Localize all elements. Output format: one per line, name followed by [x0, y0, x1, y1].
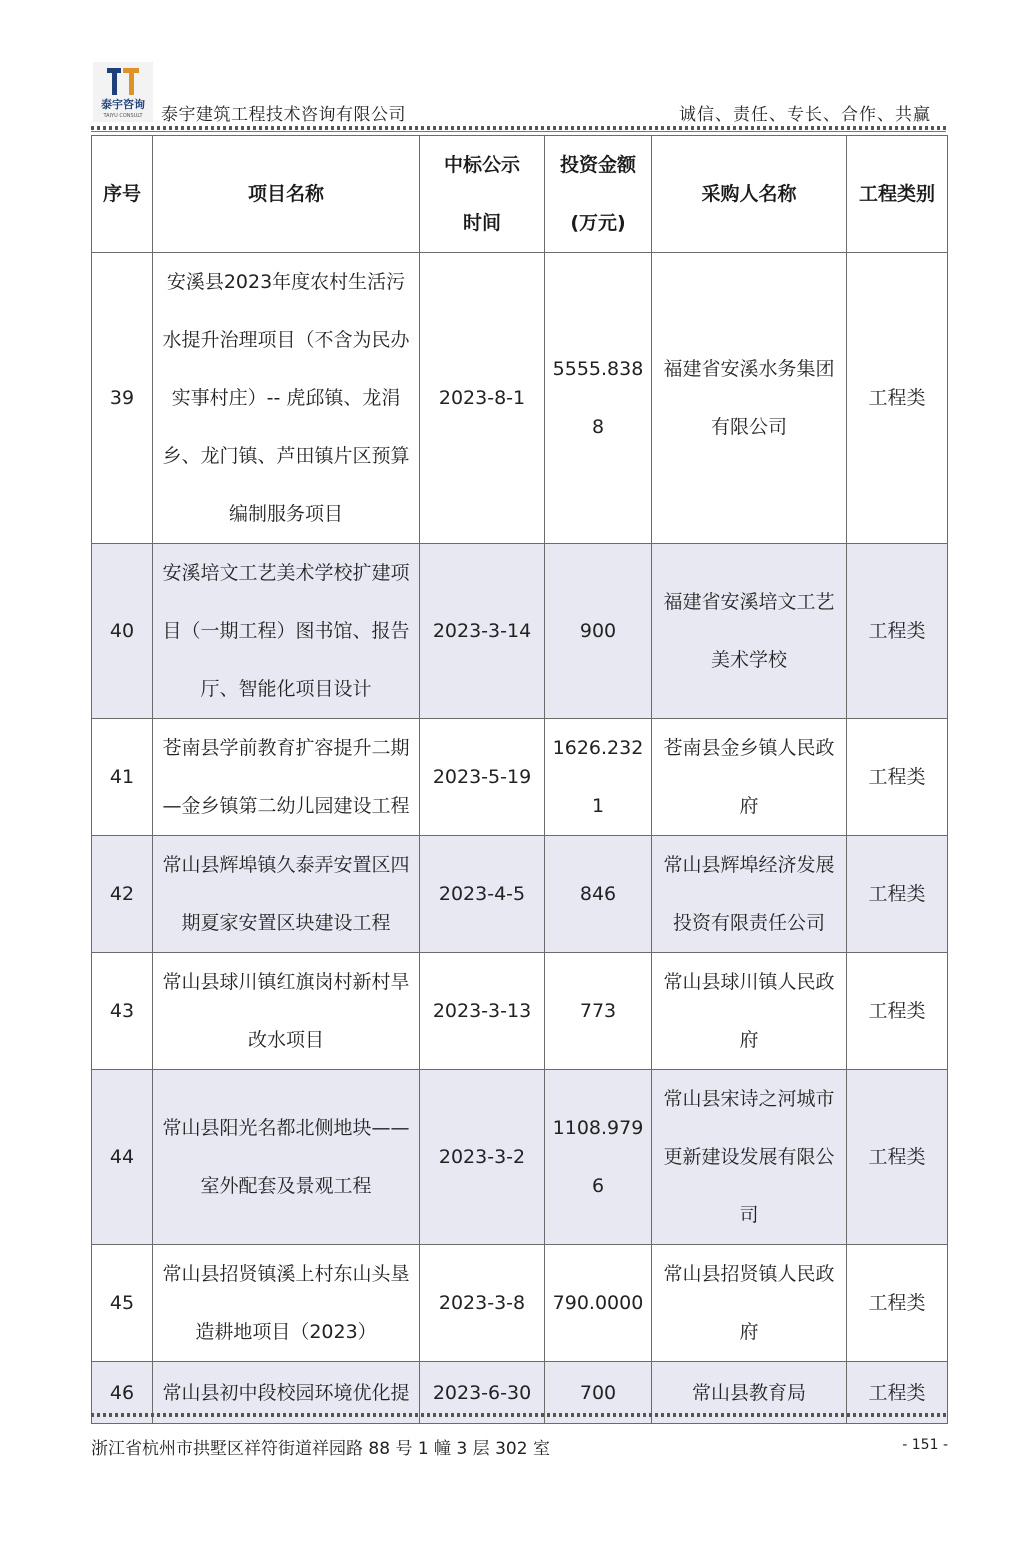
cell-name: 常山县招贤镇溪上村东山头垦造耕地项目（2023） [153, 1245, 420, 1362]
cell-amount: 773 [545, 953, 652, 1070]
cell-type: 工程类 [847, 1245, 948, 1362]
cell-name: 安溪培文工艺美术学校扩建项目（一期工程）图书馆、报告厅、智能化项目设计 [153, 544, 420, 719]
cell-name: 常山县球川镇红旗岗村新村旱改水项目 [153, 953, 420, 1070]
company-slogan: 诚信、责任、专长、合作、共赢 [679, 105, 931, 125]
cell-date: 2023-5-19 [420, 719, 545, 836]
svg-text:泰宇咨询: 泰宇咨询 [101, 98, 145, 111]
company-address: 浙江省杭州市拱墅区祥符街道祥园路 88 号 1 幢 3 层 302 室 [91, 1439, 550, 1459]
cell-name: 常山县阳光名都北侧地块——室外配套及景观工程 [153, 1070, 420, 1245]
cell-type: 工程类 [847, 1362, 948, 1424]
svg-text:TAIYU CONSULT: TAIYU CONSULT [103, 113, 143, 119]
cell-buyer: 常山县招贤镇人民政府 [652, 1245, 847, 1362]
table-row [92, 836, 948, 953]
cell-buyer: 常山县球川镇人民政府 [652, 953, 847, 1070]
table-row [92, 1245, 948, 1362]
cell-seq: 46 [92, 1362, 153, 1424]
cell-name: 苍南县学前教育扩容提升二期—金乡镇第二幼儿园建设工程 [153, 719, 420, 836]
cell-date: 2023-6-30 [420, 1362, 545, 1424]
cell-seq: 40 [92, 544, 153, 719]
header-name: 项目名称 [153, 136, 420, 253]
company-name: 泰宇建筑工程技术咨询有限公司 [161, 105, 406, 125]
cell-type: 工程类 [847, 544, 948, 719]
cell-seq: 44 [92, 1070, 153, 1245]
header-type: 工程类别 [847, 136, 948, 253]
cell-amount: 1108.9796 [545, 1070, 652, 1245]
cell-name: 常山县辉埠镇久泰弄安置区四期夏家安置区块建设工程 [153, 836, 420, 953]
cell-name: 安溪县2023年度农村生活污水提升治理项目（不含为民办实事村庄）-- 虎邱镇、龙涓乡、龙门镇、芦田镇片区预算编制服务项目 [153, 253, 420, 544]
cell-seq: 42 [92, 836, 153, 953]
cell-amount: 790.0000 [545, 1245, 652, 1362]
header-divider [91, 126, 946, 130]
cell-name: 常山县初中段校园环境优化提 [153, 1362, 420, 1424]
cell-date: 2023-3-8 [420, 1245, 545, 1362]
cell-type: 工程类 [847, 953, 948, 1070]
table-row [92, 953, 948, 1070]
table-row [92, 1070, 948, 1245]
table-row [92, 253, 948, 544]
cell-buyer: 常山县辉埠经济发展投资有限责任公司 [652, 836, 847, 953]
header-amount: 投资金额(万元) [545, 136, 652, 253]
cell-amount: 5555.8388 [545, 253, 652, 544]
header-date: 中标公示时间 [420, 136, 545, 253]
cell-date: 2023-3-13 [420, 953, 545, 1070]
cell-buyer: 常山县教育局 [652, 1362, 847, 1424]
cell-date: 2023-8-1 [420, 253, 545, 544]
cell-date: 2023-4-5 [420, 836, 545, 953]
cell-type: 工程类 [847, 253, 948, 544]
project-table [91, 135, 948, 1424]
header-seq: 序号 [92, 136, 153, 253]
company-logo [93, 62, 153, 122]
cell-seq: 45 [92, 1245, 153, 1362]
cell-type: 工程类 [847, 1070, 948, 1245]
cell-type: 工程类 [847, 719, 948, 836]
header-buyer: 采购人名称 [652, 136, 847, 253]
cell-seq: 41 [92, 719, 153, 836]
cell-amount: 846 [545, 836, 652, 953]
cell-buyer: 福建省安溪水务集团有限公司 [652, 253, 847, 544]
footer-divider [91, 1413, 946, 1417]
cell-amount: 1626.2321 [545, 719, 652, 836]
table-row [92, 544, 948, 719]
header-divider-thin [91, 131, 946, 132]
cell-type: 工程类 [847, 836, 948, 953]
table-row [92, 719, 948, 836]
cell-date: 2023-3-2 [420, 1070, 545, 1245]
cell-buyer: 苍南县金乡镇人民政府 [652, 719, 847, 836]
page-number: - 151 - [902, 1437, 948, 1453]
cell-amount: 700 [545, 1362, 652, 1424]
cell-seq: 43 [92, 953, 153, 1070]
cell-buyer: 常山县宋诗之河城市更新建设发展有限公司 [652, 1070, 847, 1245]
cell-seq: 39 [92, 253, 153, 544]
cell-date: 2023-3-14 [420, 544, 545, 719]
cell-buyer: 福建省安溪培文工艺美术学校 [652, 544, 847, 719]
cell-amount: 900 [545, 544, 652, 719]
